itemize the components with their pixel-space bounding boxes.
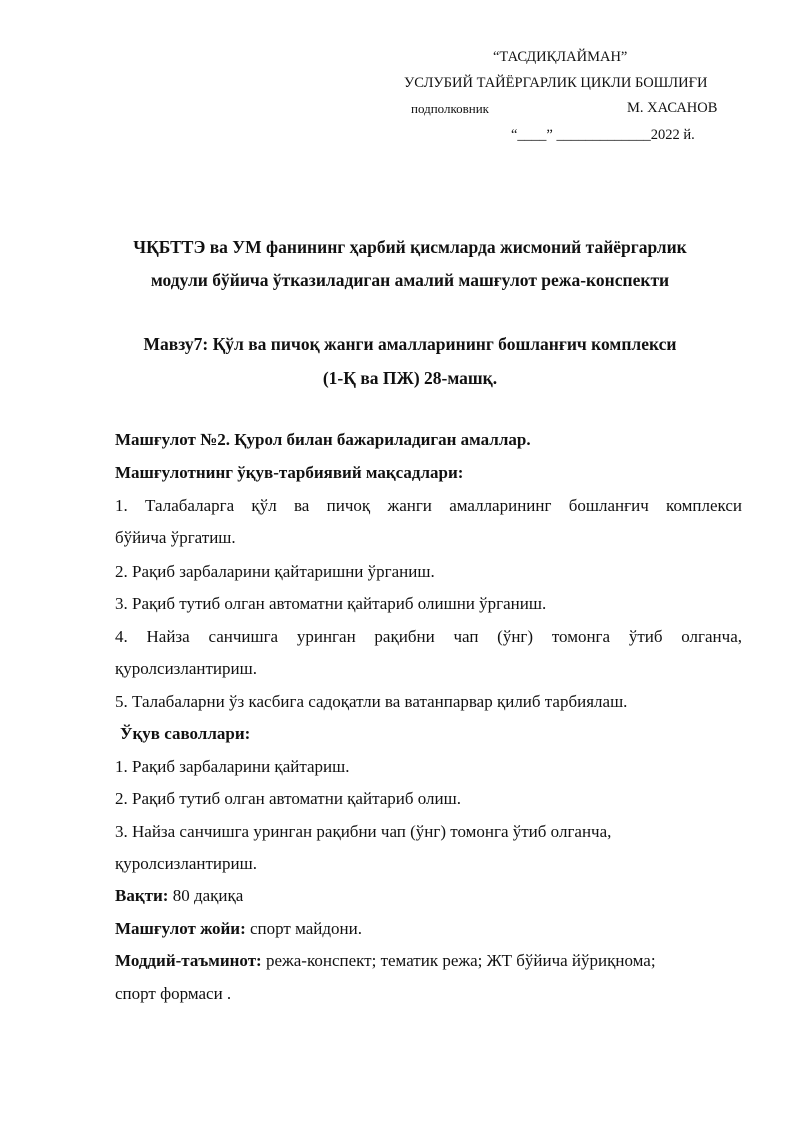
goal-1-line-1: 1. Талабаларга қўл ва пичоқ жанги амалларининг бошланғич комплекси bbox=[115, 496, 742, 515]
goals-heading: Машғулотнинг ўқув-тарбиявий мақсадлари: bbox=[115, 463, 464, 482]
goal-3: 3. Рақиб тутиб олган автоматни қайтариб олишни ўрганиш. bbox=[115, 594, 547, 613]
approval-heading: “ТАСДИҚЛАЙМАН” bbox=[493, 49, 628, 65]
topic-line-2: (1-Қ ва ПЖ) 28-машқ. bbox=[322, 368, 498, 388]
approval-name: М. ХАСАНОВ bbox=[627, 100, 718, 116]
approval-position: УСЛУБИЙ ТАЙЁРГАРЛИК ЦИКЛИ БОШЛИҒИ bbox=[404, 75, 708, 91]
goal-4-line-2: қуролсизлантириш. bbox=[115, 659, 257, 678]
question-1: 1. Рақиб зарбаларини қайтариш. bbox=[115, 757, 350, 776]
goal-5: 5. Талабаларни ўз касбига садоқатли ва ватанпарвар қилиб тарбиялаш. bbox=[115, 692, 628, 711]
supply-value: режа-конспект; тематик режа; ЖТ бўйича йўриқнома; bbox=[261, 951, 656, 970]
lesson-heading: Машғулот №2. Қурол билан бажариладиган амаллар. bbox=[115, 430, 531, 449]
approval-rank: подполковник bbox=[411, 101, 489, 116]
supply-label: Моддий-таъминот: bbox=[115, 951, 262, 970]
time-value: 80 дақиқа bbox=[168, 886, 244, 905]
place-label: Машғулот жойи: bbox=[115, 919, 246, 938]
time-label: Вақти: bbox=[115, 886, 169, 905]
place-row bbox=[115, 917, 742, 941]
place-value: спорт майдони. bbox=[245, 919, 362, 938]
supply-row bbox=[115, 949, 742, 973]
approval-date: “____” _____________2022 й. bbox=[511, 127, 695, 143]
document-title-line-1: ЧҚБТТЭ ва УМ фанининг ҳарбий қисмларда жисмоний тайёргарлик bbox=[133, 237, 687, 257]
question-2: 2. Рақиб тутиб олган автоматни қайтариб олиш. bbox=[115, 789, 461, 808]
topic-line-1: Мавзу7: Қўл ва пичоқ жанги амалларининг бошланғич комплекси bbox=[143, 334, 677, 354]
supply-row-2: спорт формаси . bbox=[115, 984, 232, 1003]
goal-1-line-2: бўйича ўргатиш. bbox=[115, 528, 236, 547]
goal-2: 2. Рақиб зарбаларини қайтаришни ўрганиш. bbox=[115, 562, 435, 581]
time-row bbox=[115, 884, 742, 908]
document-title-line-2: модули бўйича ўтказиладиган амалий машғулот режа-конспекти bbox=[150, 270, 670, 290]
goal-4-line-1: 4. Найза санчишга уринган рақибни чап (ўнг) томонга ўтиб олганча, bbox=[115, 627, 742, 646]
question-3-line-2: қуролсизлантириш. bbox=[115, 854, 257, 873]
questions-heading: Ўқув саволлари: bbox=[120, 724, 251, 743]
question-3-line-1: 3. Найза санчишга уринган рақибни чап (ўнг) томонга ўтиб олганча, bbox=[115, 822, 612, 841]
